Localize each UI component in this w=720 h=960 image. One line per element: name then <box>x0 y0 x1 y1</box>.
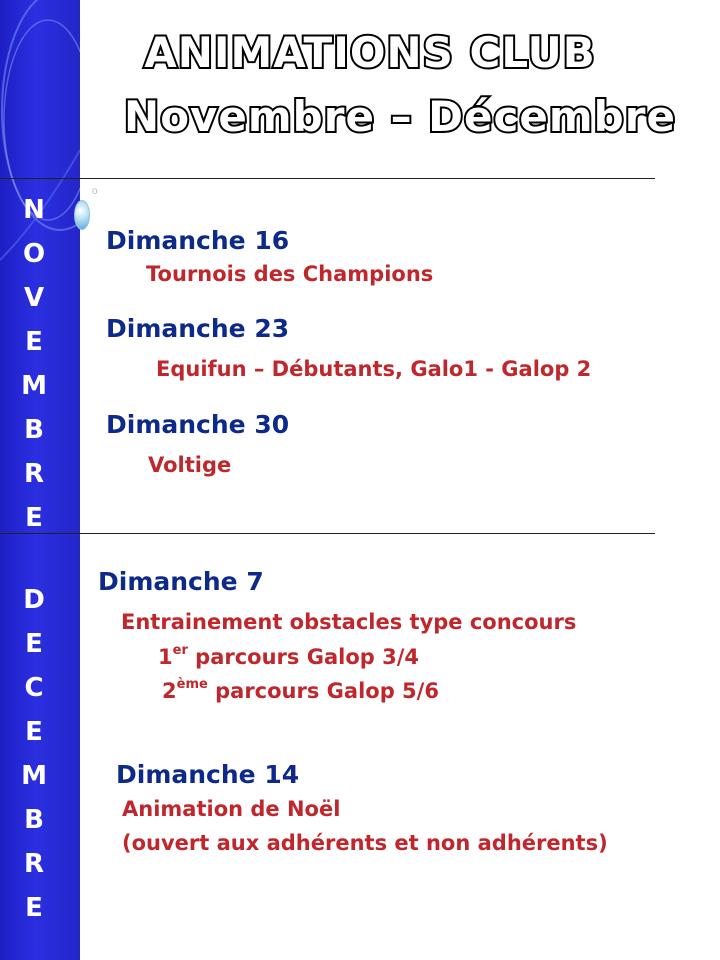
divider-top <box>0 178 655 179</box>
event-title: Equifun – Débutants, Galo1 - Galop 2 <box>156 357 592 381</box>
event-note: (ouvert aux adhérents et non adhérents) <box>122 831 608 855</box>
event-title: Entrainement obstacles type concours <box>121 610 577 634</box>
month-letter: C <box>24 673 44 703</box>
event-title: Voltige <box>148 453 232 477</box>
event-day: Dimanche 7 <box>98 567 264 596</box>
event-day: Dimanche 16 <box>106 226 290 255</box>
month-label-novembre <box>0 188 68 540</box>
month-letter: B <box>24 805 44 835</box>
month-letter: E <box>25 629 43 659</box>
small-circle-icon: o <box>92 186 98 197</box>
month-letter: N <box>23 195 45 225</box>
parcours-line: 2ème parcours Galop 5/6 <box>162 677 439 703</box>
month-letter: D <box>23 585 45 615</box>
event-title: Animation de Noël <box>122 797 341 821</box>
event-day: Dimanche 23 <box>106 314 290 343</box>
divider-middle <box>0 533 655 534</box>
month-letter: R <box>23 459 45 489</box>
month-letter: O <box>22 239 46 269</box>
month-letter: E <box>25 717 43 747</box>
page-title: ANIMATIONS CLUB <box>144 28 596 77</box>
month-letter: V <box>23 283 45 313</box>
month-label-decembre <box>0 578 68 930</box>
month-letter: E <box>25 327 43 357</box>
month-letter: E <box>25 503 43 533</box>
month-letter: M <box>21 371 47 401</box>
event-day: Dimanche 30 <box>106 410 290 439</box>
month-letter: B <box>24 415 44 445</box>
parcours-line: 1er parcours Galop 3/4 <box>158 643 419 669</box>
month-letter: R <box>23 849 45 879</box>
sidebar-band <box>0 0 80 960</box>
bubble-icon <box>74 200 90 230</box>
month-letter: M <box>21 761 47 791</box>
event-title: Tournois des Champions <box>146 262 434 286</box>
month-letter: E <box>25 893 43 923</box>
page-subtitle: Novembre – Décembre <box>124 92 676 141</box>
event-day: Dimanche 14 <box>116 760 300 789</box>
